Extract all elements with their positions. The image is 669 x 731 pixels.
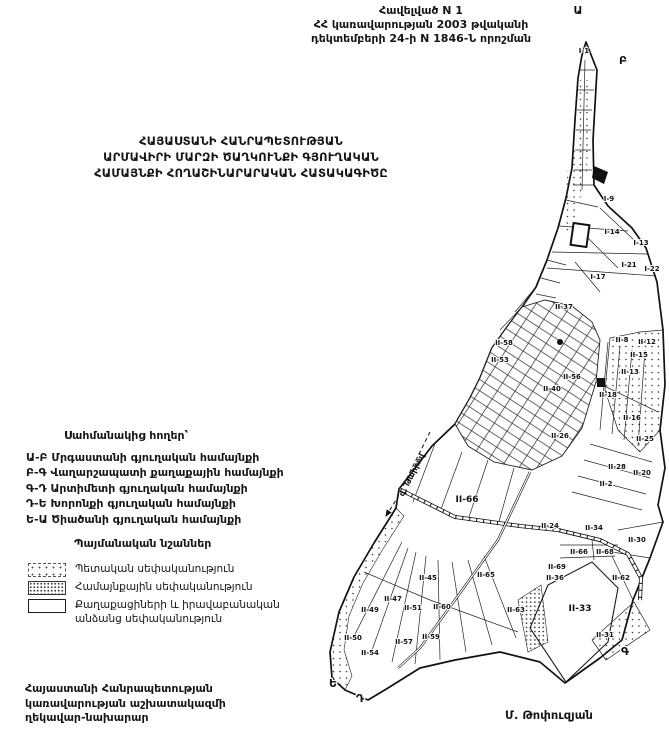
parcel-label: II-62 xyxy=(612,574,630,582)
title-line-1: ՀԱՅԱՍՏԱՆԻ ՀԱՆՐԱՊԵՏՈՒԹՅԱՆ xyxy=(139,134,343,148)
parcel-label: II-34 xyxy=(585,524,603,532)
header-line-1: Հավելված N 1 xyxy=(379,4,463,17)
boundary-letter: Ա xyxy=(573,4,583,17)
parcel-label: II-13 xyxy=(621,368,639,376)
parcel-label: II-63 xyxy=(507,606,525,614)
boundary-letter: Գ xyxy=(620,645,630,658)
parcel-label: II-36 xyxy=(546,574,564,582)
parcel-label: II-2 xyxy=(599,480,613,488)
signature-line-3: ղեկավար-նախարար xyxy=(25,711,149,724)
parcel-label: II-51 xyxy=(404,604,422,612)
adjacent-lands-heading: Սահմանակից հողեր՝ xyxy=(64,429,189,442)
parcel-label: II-24 xyxy=(541,522,559,530)
parcel-label: I-21 xyxy=(621,261,637,269)
parcel-label: II-26 xyxy=(551,432,569,440)
header-line-2: ՀՀ կառավարության 2003 թվականի xyxy=(313,18,529,31)
highway xyxy=(399,489,641,600)
parcel-label: II-18 xyxy=(599,391,617,399)
parcel-label: II-57 xyxy=(395,638,413,646)
parcel-label: II-45 xyxy=(419,574,437,582)
adjacent-item: Ա-Բ Մրգաստանի գյուղական համայնքի xyxy=(26,450,260,464)
adjacent-item: Դ-Ե Խորոնքի գյուղական համայնքի xyxy=(26,497,236,510)
parcel-label: II-49 xyxy=(361,606,379,614)
legend-heading: Պայմանական նշաններ xyxy=(74,537,212,550)
header-line-3: դեկտեմբերի 24-ի N 1846-Ն որոշման xyxy=(310,32,532,45)
parcel-label: II-66 xyxy=(570,548,588,556)
parcel-label: II-53 xyxy=(491,356,509,364)
adjacent-item: Գ-Դ Արտիմետի գյուղական համայնքի xyxy=(26,481,248,495)
parcel-label: I-9 xyxy=(603,195,615,203)
signature-line-1: Հայաստանի Հանրապետության xyxy=(25,682,213,695)
parcel-label: II-56 xyxy=(563,373,581,381)
parcel-label: I-13 xyxy=(633,239,649,247)
boundary-letter: Բ xyxy=(618,54,628,67)
parcel-label: II-66 xyxy=(455,495,479,505)
parcel-label: I-17 xyxy=(590,273,606,281)
adjacent-item: Բ-Գ Վաղարշապատի քաղաքային համայնքի xyxy=(26,466,284,479)
parcel-label: II-65 xyxy=(477,571,495,579)
parcel-label: II-50 xyxy=(344,634,362,642)
parcel-label: II-25 xyxy=(636,435,654,443)
legend-label: Քաղաքացիների և իրավաբանական անձանց սեփականություն xyxy=(75,599,280,625)
legend-label: Պետական սեփականություն xyxy=(75,563,235,575)
legend-label: Համայնքային սեփականություն xyxy=(75,581,253,593)
parcel-label: II-30 xyxy=(628,536,646,544)
parcel-label: II-20 xyxy=(633,469,651,477)
boundary-letter: Ե xyxy=(328,677,338,690)
parcel-label: II-8 xyxy=(615,336,629,344)
parcel-label: II-16 xyxy=(623,414,641,422)
parcel-label: II-68 xyxy=(596,548,614,556)
boundary-letter: Դ xyxy=(355,692,365,705)
title-line-2: ԱՐՄԱՎԻՐԻ ՄԱՐԶԻ ԾԱՂԿՈՒՆՔԻ ԳՅՈՒՂԱԿԱՆ xyxy=(103,150,379,164)
parcel-label: II-58 xyxy=(495,339,513,347)
parcel-label: II-15 xyxy=(630,351,648,359)
title-line-3: ՀԱՄԱՅՆՔԻ ՀՈՂԱՇԻՆԱՐԱՐԱԿԱՆ ՀԱՏԱԿԱԳԻԾԸ xyxy=(94,166,388,180)
parcel-label: II-28 xyxy=(608,463,626,471)
parcel-label: II-40 xyxy=(543,385,561,393)
signatory-name: Մ. Թոփուզյան xyxy=(505,708,593,722)
parcel-label: II-60 xyxy=(433,603,451,611)
parcel-label: II-33 xyxy=(568,604,592,614)
village-grid xyxy=(455,300,600,470)
parcel-label: II-69 xyxy=(548,563,566,571)
signature-line-2: կառավարության աշխատակազմի xyxy=(25,696,226,710)
parcel-label: I-14 xyxy=(604,228,620,236)
parcel-label: II-37 xyxy=(555,303,573,311)
parcel-label: II-54 xyxy=(361,649,379,657)
parcel-label: II-31 xyxy=(596,631,614,639)
parcel-label: II-12 xyxy=(638,338,656,346)
parcel-label: I-1 xyxy=(578,47,590,55)
parcel-label: II-59 xyxy=(422,633,440,641)
adjacent-item: Ե-Ա Ծիածանի գյուղական համայնքի xyxy=(26,512,242,526)
parcel-label: I-22 xyxy=(644,265,660,273)
road-label: գ. Թաիրով xyxy=(397,451,427,498)
parcel-label: II-47 xyxy=(384,595,402,603)
